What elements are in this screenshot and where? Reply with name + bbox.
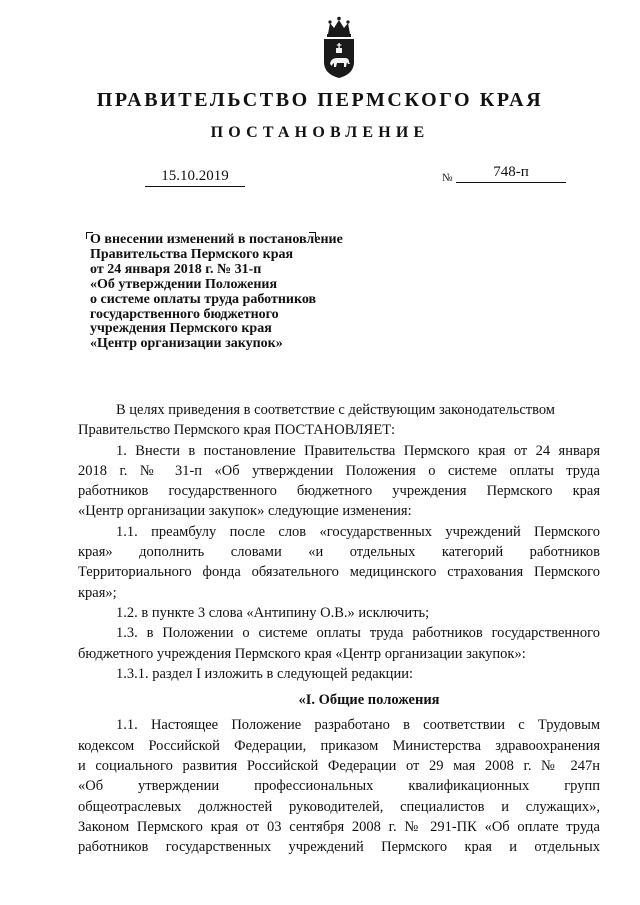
body-line: края»; xyxy=(78,584,117,601)
body-line: 1.2. в пункте 3 слова «Антипину О.В.» исключить; xyxy=(116,604,430,621)
body-line: работников государственных учреждений Пермского края и отдельных xyxy=(78,839,600,856)
document-date: 15.10.2019 xyxy=(145,168,245,187)
body-line: бюджетного учреждения Пермского края «Центр организации закупок»: xyxy=(78,645,526,662)
subject-line: от 24 января 2018 г. № 31-п xyxy=(90,261,262,277)
number-sign: № xyxy=(442,172,453,184)
subject-line: Правительства Пермского края xyxy=(90,246,294,262)
body-line: кодексом Российской Федерации, приказом Министерства здравоохранения xyxy=(78,737,600,754)
body-line: 1.3. в Положении о системе оплаты труда работников государственного xyxy=(116,625,600,642)
subject-line: учреждения Пермского края xyxy=(90,321,272,337)
body-line: Территориального фонда обязательного медицинского страхования Пермского xyxy=(78,564,600,581)
body-line: 1.1. преамбулу после слов «государственных учреждений Пермского xyxy=(116,523,600,540)
body-line: 1.3.1. раздел I изложить в следующей редакции: xyxy=(116,665,413,682)
subject-line: «Об утверждении Положения xyxy=(90,276,278,292)
document-body xyxy=(78,400,600,858)
document-type: ПОСТАНОВЛЕНИЕ xyxy=(210,124,430,141)
subject-line: О внесении изменений в постановление xyxy=(90,232,343,247)
body-line: края» дополнить словами «и отдельных категорий работников xyxy=(78,544,600,561)
body-line: Законом Пермского края от 03 сентября 2008 г. № 291-ПК «Об оплате труда xyxy=(78,818,600,835)
government-title: ПРАВИТЕЛЬСТВО ПЕРМСКОГО КРАЯ xyxy=(96,89,544,111)
body-line: В целях приведения в соответствие с действующим законодательством xyxy=(116,402,555,418)
body-line: 2018 г. № 31-п «Об утверждении Положения о системе оплаты труда xyxy=(78,462,600,479)
document-number: 748-п xyxy=(456,164,566,183)
document-subject xyxy=(90,233,390,352)
subject-line: о системе оплаты труда работников xyxy=(90,291,317,307)
body-line: общеотраслевых должностей руководителей, специалистов и служащих», xyxy=(78,798,600,815)
body-line: работников государственного бюджетного учреждения Пермского края xyxy=(78,483,600,500)
body-line: 1. Внести в постановление Правительства Пермского края от 24 января xyxy=(116,442,600,459)
body-line: 1.1. Настоящее Положение разработано в соответствии с Трудовым xyxy=(116,717,600,734)
body-line: «Об утверждении профессиональных квалификационных групп xyxy=(78,778,600,795)
section-title: «I. Общие положения xyxy=(298,692,440,709)
body-line: «Центр организации закупок» следующие изменения: xyxy=(78,503,412,520)
coat-of-arms-icon xyxy=(321,14,357,80)
subject-line: государственного бюджетного xyxy=(90,306,279,322)
subject-line: «Центр организации закупок» xyxy=(90,336,283,352)
body-line: и социального развития Российской Федерации от 29 мая 2008 г. № 247н xyxy=(78,758,600,775)
body-line: Правительство Пермского края ПОСТАНОВЛЯЕТ: xyxy=(78,422,396,439)
